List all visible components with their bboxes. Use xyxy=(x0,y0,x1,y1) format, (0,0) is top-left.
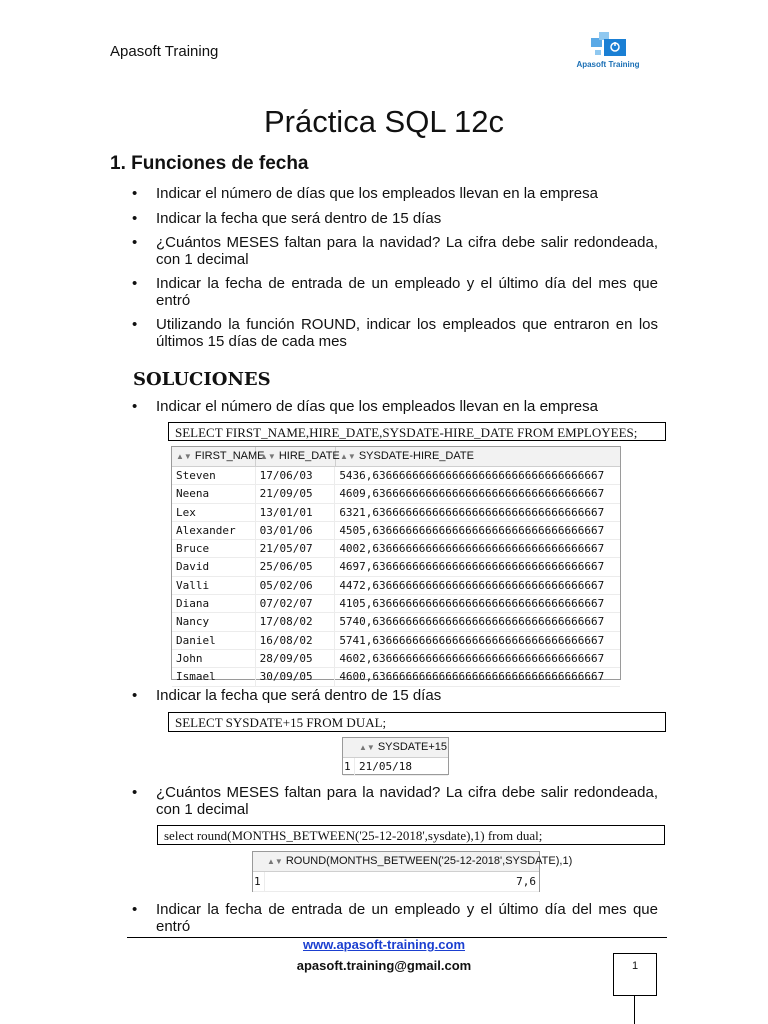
cell-hire-date[interactable]: 25/06/05 xyxy=(256,558,336,575)
sort-icon: ▲▼ xyxy=(359,743,375,752)
objectives-list xyxy=(132,186,658,358)
cell-first-name[interactable]: Steven xyxy=(172,467,256,484)
row-number: 1 xyxy=(343,758,355,775)
cell-first-name[interactable]: Valli xyxy=(172,577,256,594)
result-grid-sysdate[interactable] xyxy=(342,737,449,775)
cell-first-name[interactable]: Bruce xyxy=(172,540,256,557)
footer-website-link[interactable]: www.apasoft-training.com xyxy=(302,937,466,952)
table-row xyxy=(172,577,620,595)
company-logo xyxy=(569,28,647,76)
cell-first-name[interactable]: Nancy xyxy=(172,613,256,630)
cell-days-employed[interactable]: 5436,63666666666666666666666666666666667 xyxy=(339,469,605,482)
sort-icon: ▲▼ xyxy=(267,857,283,866)
column-header-hire-date[interactable]: ▲▼ HIRE_DATE xyxy=(256,447,336,466)
solution-4-bullet: • Indicar la fecha de entrada de un empleado y el último día del mes que entró xyxy=(132,902,658,935)
cell-days-employed[interactable]: 6321,63666666666666666666666666666666667 xyxy=(339,505,605,519)
table-row xyxy=(172,485,620,503)
table-row xyxy=(172,650,620,668)
table-row xyxy=(253,872,539,892)
page-number: 1 xyxy=(613,953,657,996)
column-header-first-name[interactable]: ▲▼ FIRST_NAME xyxy=(172,447,256,466)
table-row xyxy=(172,522,620,540)
cell-days-employed[interactable]: 4602,63666666666666666666666666666666667 xyxy=(339,651,605,665)
cell-hire-date[interactable]: 03/01/06 xyxy=(256,522,336,539)
column-header-round-months[interactable]: ▲▼ ROUND(MONTHS_BETWEEN('25-12-2018',SYSDATE),1) xyxy=(267,855,573,867)
cell-first-name[interactable]: Diana xyxy=(172,595,256,612)
solutions-title: SOLUCIONES xyxy=(133,369,271,390)
cell-first-name[interactable]: Daniel xyxy=(172,632,256,649)
solution-3-bullet: • ¿Cuántos MESES faltan para la navidad? La cifra debe salir redondeada, con 1 decimal xyxy=(132,785,658,818)
cell-days-employed[interactable]: 4472,63666666666666666666666666666666667 xyxy=(339,578,605,592)
result-grid-months[interactable] xyxy=(252,851,573,892)
cell-days-employed[interactable]: 5740,63666666666666666666666666666666667 xyxy=(339,615,605,629)
cell-days-employed[interactable]: 4002,63666666666666666666666666666666667 xyxy=(339,542,605,556)
page-title: Práctica SQL 12c xyxy=(263,104,505,139)
column-header-sysdate-plus-15[interactable]: ▲▼ SYSDATE+15 xyxy=(359,741,448,753)
sql-query-1: SELECT FIRST_NAME,HIRE_DATE,SYSDATE-HIRE_DATE FROM EMPLOYEES; xyxy=(168,422,666,441)
footer-email: apasoft.training@gmail.com xyxy=(296,958,472,973)
table-row xyxy=(172,595,620,613)
cell-days-employed[interactable]: 4105,63666666666666666666666666666666667 xyxy=(339,597,605,611)
sql-query-2: SELECT SYSDATE+15 FROM DUAL; xyxy=(168,712,666,732)
cell-first-name[interactable]: Neena xyxy=(172,485,256,502)
cell-days-employed[interactable]: 4600,63666666666666666666666666666666667 xyxy=(339,670,605,684)
sort-icon: ▲▼ xyxy=(260,452,276,461)
result-header xyxy=(172,447,620,467)
cell-hire-date[interactable]: 30/09/05 xyxy=(256,668,336,685)
result-header xyxy=(253,852,573,872)
result-rows xyxy=(172,467,620,687)
cell-hire-date[interactable]: 21/05/07 xyxy=(256,540,336,557)
objective-item: • Indicar la fecha de entrada de un empleado y el último día del mes que entró xyxy=(132,276,658,309)
table-row xyxy=(172,668,620,686)
sql-query-3: select round(MONTHS_BETWEEN('25-12-2018',sysdate),1) from dual; xyxy=(157,825,665,845)
result-grid-employees[interactable] xyxy=(171,446,621,684)
cell-hire-date[interactable]: 13/01/01 xyxy=(256,504,336,521)
cell-value[interactable]: 7,6 xyxy=(516,875,536,888)
cell-first-name[interactable]: John xyxy=(172,650,256,667)
solution-1-bullet: • Indicar el número de días que los empleados llevan en la empresa xyxy=(132,399,658,416)
header-org: Apasoft Training xyxy=(110,43,219,60)
cell-first-name[interactable]: Ismael xyxy=(172,668,256,685)
sort-icon: ▲▼ xyxy=(176,452,192,461)
table-row xyxy=(343,758,448,776)
table-row xyxy=(172,504,620,522)
sort-icon: ▲▼ xyxy=(340,452,356,461)
column-header-sysdate-hire-date[interactable]: ▲▼ SYSDATE-HIRE_DATE xyxy=(340,450,474,462)
result-header xyxy=(343,738,448,758)
logo-icon xyxy=(569,28,647,62)
objective-item: • ¿Cuántos MESES faltan para la navidad? La cifra debe salir redondeada, con 1 decimal xyxy=(132,235,658,268)
objective-item: • Indicar la fecha que será dentro de 15 días xyxy=(132,211,658,228)
cell-first-name[interactable]: David xyxy=(172,558,256,575)
page-number-line xyxy=(634,996,635,1024)
table-row xyxy=(172,558,620,576)
cell-hire-date[interactable]: 07/02/07 xyxy=(256,595,336,612)
objective-item: • Indicar el número de días que los empleados llevan en la empresa xyxy=(132,186,658,203)
cell-hire-date[interactable]: 17/06/03 xyxy=(256,467,336,484)
table-row xyxy=(172,613,620,631)
logo-caption: Apasoft Training xyxy=(576,60,640,69)
row-number: 1 xyxy=(253,872,265,891)
table-row xyxy=(172,467,620,485)
cell-hire-date[interactable]: 05/02/06 xyxy=(256,577,336,594)
solution-2-bullet: • Indicar la fecha que será dentro de 15 días xyxy=(132,688,658,705)
cell-first-name[interactable]: Alexander xyxy=(172,522,256,539)
cell-days-employed[interactable]: 4609,63666666666666666666666666666666667 xyxy=(339,487,605,501)
table-row xyxy=(172,540,620,558)
cell-first-name[interactable]: Lex xyxy=(172,504,256,521)
objective-item: • Utilizando la función ROUND, indicar los empleados que entraron en los últimos 15 días de cada mes xyxy=(132,317,658,350)
cell-value[interactable]: 21/05/18 xyxy=(359,760,412,773)
table-row xyxy=(172,632,620,650)
cell-hire-date[interactable]: 28/09/05 xyxy=(256,650,336,667)
cell-days-employed[interactable]: 4697,63666666666666666666666666666666667 xyxy=(339,560,605,574)
cell-hire-date[interactable]: 16/08/02 xyxy=(256,632,336,649)
cell-days-employed[interactable]: 5741,63666666666666666666666666666666667 xyxy=(339,633,605,647)
cell-days-employed[interactable]: 4505,63666666666666666666666666666666667 xyxy=(339,523,605,537)
section-title: 1. Funciones de fecha xyxy=(110,153,309,174)
cell-hire-date[interactable]: 17/08/02 xyxy=(256,613,336,630)
cell-hire-date[interactable]: 21/09/05 xyxy=(256,485,336,502)
